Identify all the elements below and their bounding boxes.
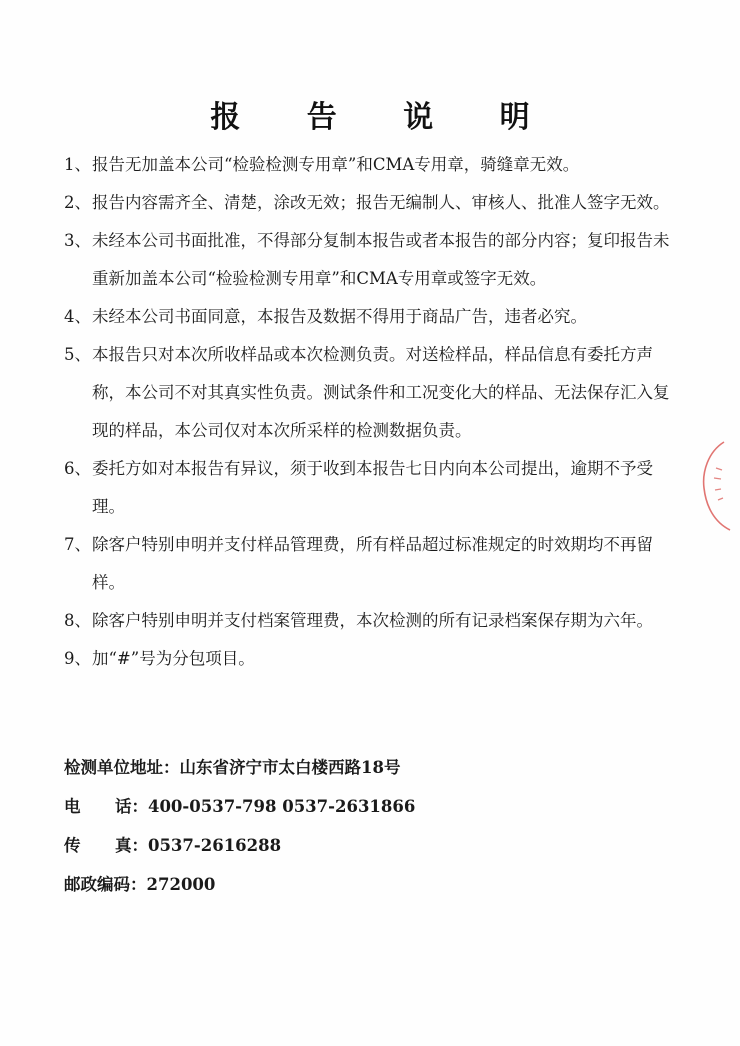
page-title: 报 告 说 明 xyxy=(210,100,558,135)
clause-number: 6、 xyxy=(64,459,91,478)
clause-text: 加“#”号为分包项目。 xyxy=(92,649,255,668)
clause-item xyxy=(64,602,684,640)
clause-text: 报告无加盖本公司“检验检测专用章”和CMA专用章，骑缝章无效。 xyxy=(92,155,580,174)
clause-number: 1、 xyxy=(64,155,91,174)
fax-label: 传 真： xyxy=(64,836,148,855)
clause-number: 9、 xyxy=(64,649,91,668)
fax-row xyxy=(64,826,664,865)
clause-number: 8、 xyxy=(64,611,91,630)
address-value: 山东省济宁市太白楼西路18号 xyxy=(179,758,401,777)
phone-label: 电 话： xyxy=(64,797,148,816)
contact-block xyxy=(64,748,664,904)
clause-number: 2、 xyxy=(64,193,91,212)
clause-text: 委托方如对本报告有异议，须于收到本报告七日内向本公司提出，逾期不予受理。 xyxy=(92,459,653,516)
clause-text: 本报告只对本次所收样品或本次检测负责。对送检样品，样品信息有委托方声称，本公司不对其真实性负责。测试条件和工况变化大的样品、无法保存汇入复现的样品，本公司仅对本次所采样的检测数据负责。 xyxy=(92,345,670,440)
phone-value: 400-0537-798 0537-2631866 xyxy=(147,797,416,816)
postcode-value: 272000 xyxy=(146,875,216,894)
clause-item xyxy=(64,450,684,526)
clause-item xyxy=(64,640,684,678)
clause-number: 4、 xyxy=(64,307,91,326)
clause-number: 5、 xyxy=(64,345,91,364)
clause-item xyxy=(64,222,684,298)
clause-number: 7、 xyxy=(64,535,91,554)
clause-text: 除客户特别申明并支付档案管理费，本次检测的所有记录档案保存期为六年。 xyxy=(92,611,653,630)
address-row xyxy=(64,748,664,787)
clause-item xyxy=(64,298,684,336)
clause-text: 除客户特别申明并支付样品管理费，所有样品超过标准规定的时效期均不再留样。 xyxy=(92,535,653,592)
clause-item xyxy=(64,526,684,602)
clause-item xyxy=(64,146,684,184)
postcode-label: 邮政编码： xyxy=(64,875,147,894)
clause-item xyxy=(64,336,684,450)
clause-item xyxy=(64,184,684,222)
phone-row xyxy=(64,787,664,826)
seal-fragment-icon xyxy=(694,438,734,534)
clause-text: 未经本公司书面批准，不得部分复制本报告或者本报告的部分内容；复印报告未重新加盖本公司“检验检测专用章”和CMA专用章或签字无效。 xyxy=(92,231,670,288)
clause-list xyxy=(64,146,684,678)
clause-number: 3、 xyxy=(64,231,91,250)
clause-text: 报告内容需齐全、清楚，涂改无效；报告无编制人、审核人、批准人签字无效。 xyxy=(92,193,670,212)
fax-value: 0537-2616288 xyxy=(147,836,282,855)
clause-text: 未经本公司书面同意，本报告及数据不得用于商品广告，违者必究。 xyxy=(92,307,587,326)
address-label: 检测单位地址： xyxy=(64,758,180,777)
postcode-row xyxy=(64,865,664,904)
